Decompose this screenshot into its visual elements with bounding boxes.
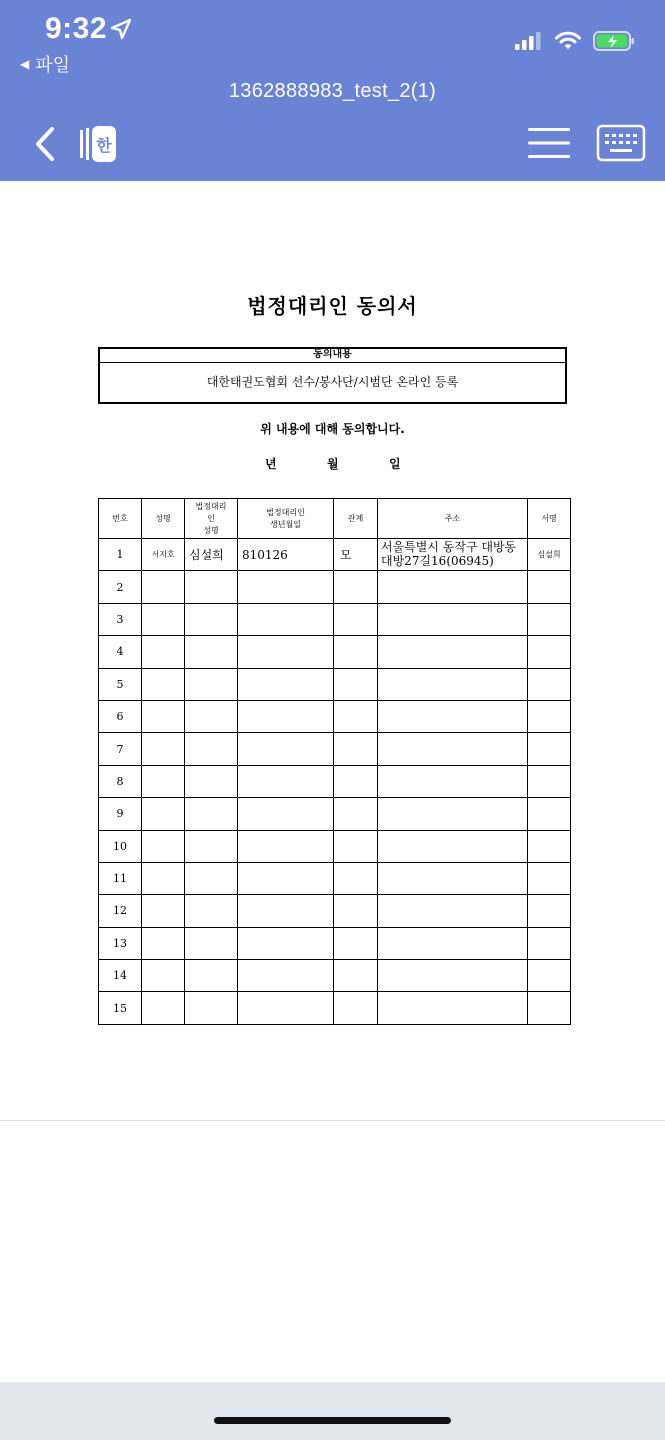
table-row — [99, 830, 571, 862]
table-row — [99, 960, 571, 992]
cell-guardian-name — [185, 700, 238, 732]
cell-guardian-birth — [238, 927, 334, 959]
cell-guardian-birth — [238, 733, 334, 765]
table-row — [99, 571, 571, 603]
cell-name — [142, 603, 185, 635]
table-row — [99, 539, 571, 571]
agree-statement: 위 내용에 대해 동의합니다. — [260, 422, 405, 436]
cell-guardian-name — [185, 603, 238, 635]
cell-name — [142, 636, 185, 668]
cell-address: 서울특별시 동작구 대방동 대방27길16(06945) — [378, 539, 528, 571]
cell-address — [378, 603, 528, 635]
table-row — [99, 927, 571, 959]
cell-number: 7 — [99, 733, 142, 765]
cell-guardian-name — [185, 733, 238, 765]
cell-relation — [334, 927, 378, 959]
consent-body: 대한태권도협회 선수/봉사단/시범단 온라인 등록 — [206, 375, 459, 389]
cell-guardian-name — [185, 636, 238, 668]
cell-address — [378, 700, 528, 732]
cell-relation — [334, 765, 378, 797]
cell-guardian-birth — [238, 960, 334, 992]
cellular-signal-icon — [515, 31, 543, 51]
back-triangle-icon: ◀ — [20, 57, 30, 71]
battery-charging-icon — [593, 30, 635, 52]
cell-signature — [528, 862, 571, 894]
cell-name — [142, 862, 185, 894]
cell-guardian-name — [185, 927, 238, 959]
wifi-icon — [555, 31, 581, 51]
cell-guardian-birth: 810126 — [238, 539, 334, 571]
cell-name — [142, 668, 185, 700]
cell-number: 15 — [99, 992, 142, 1024]
guardian-table — [98, 498, 571, 1025]
document-title: 1362888983_test_2(1) — [228, 80, 437, 102]
cell-name: 서지호 — [142, 539, 185, 571]
header-number: 번호 — [99, 499, 142, 539]
cell-relation — [334, 733, 378, 765]
cell-relation — [334, 668, 378, 700]
cell-relation — [334, 798, 378, 830]
page-divider — [0, 1120, 665, 1121]
cell-number: 5 — [99, 668, 142, 700]
cell-relation — [334, 830, 378, 862]
cell-relation — [334, 636, 378, 668]
table-row — [99, 862, 571, 894]
table-row — [99, 700, 571, 732]
cell-guardian-name — [185, 830, 238, 862]
cell-guardian-name — [185, 668, 238, 700]
cell-number: 9 — [99, 798, 142, 830]
location-arrow-icon — [109, 17, 133, 41]
consent-box — [98, 347, 567, 404]
cell-name — [142, 571, 185, 603]
cell-guardian-birth — [238, 765, 334, 797]
cell-name — [142, 895, 185, 927]
table-row — [99, 765, 571, 797]
cell-guardian-birth — [238, 862, 334, 894]
cell-signature — [528, 765, 571, 797]
document-heading: 법정대리인 동의서 — [247, 294, 418, 318]
cell-guardian-name — [185, 765, 238, 797]
cell-number: 2 — [99, 571, 142, 603]
cell-guardian-name — [185, 798, 238, 830]
header-address: 주소 — [378, 499, 528, 539]
cell-relation — [334, 700, 378, 732]
cell-guardian-birth — [238, 603, 334, 635]
table-row — [99, 798, 571, 830]
home-indicator — [214, 1417, 451, 1424]
cell-guardian-name — [185, 571, 238, 603]
cell-guardian-birth — [238, 895, 334, 927]
cell-address — [378, 668, 528, 700]
cell-signature — [528, 830, 571, 862]
table-row — [99, 895, 571, 927]
cell-guardian-birth — [238, 700, 334, 732]
cell-relation — [334, 960, 378, 992]
back-app-label: 파일 — [35, 55, 71, 76]
cell-guardian-name — [185, 895, 238, 927]
cell-signature — [528, 992, 571, 1024]
table-row — [99, 733, 571, 765]
cell-signature — [528, 798, 571, 830]
cell-address — [378, 992, 528, 1024]
cell-relation — [334, 895, 378, 927]
menu-icon[interactable] — [526, 126, 572, 160]
date-month-label: 월 — [327, 457, 339, 471]
cell-address — [378, 765, 528, 797]
cell-address — [378, 636, 528, 668]
consent-header: 동의내용 — [100, 349, 565, 363]
cell-address — [378, 960, 528, 992]
cell-name — [142, 733, 185, 765]
cell-name — [142, 960, 185, 992]
cell-name — [142, 830, 185, 862]
table-row — [99, 603, 571, 635]
header-signature: 서명 — [528, 499, 571, 539]
cell-address — [378, 927, 528, 959]
cell-number: 8 — [99, 765, 142, 797]
cell-name — [142, 992, 185, 1024]
cell-guardian-name — [185, 992, 238, 1024]
table-row — [99, 992, 571, 1024]
cell-signature — [528, 960, 571, 992]
date-year-label: 년 — [265, 457, 277, 471]
cell-relation — [334, 603, 378, 635]
cell-guardian-birth — [238, 992, 334, 1024]
back-to-app-button[interactable] — [20, 51, 70, 77]
header-name: 성명 — [142, 499, 185, 539]
cell-address — [378, 830, 528, 862]
cell-guardian-birth — [238, 636, 334, 668]
cell-relation — [334, 862, 378, 894]
cell-guardian-birth — [238, 798, 334, 830]
cell-name — [142, 927, 185, 959]
status-time: 9:32 — [45, 12, 108, 45]
cell-guardian-name: 심설희 — [185, 539, 238, 571]
cell-address — [378, 862, 528, 894]
cell-signature — [528, 636, 571, 668]
cell-name — [142, 798, 185, 830]
cell-address — [378, 895, 528, 927]
header-guardian-birth: 법정대리인 생년월일 — [238, 499, 334, 539]
cell-number: 12 — [99, 895, 142, 927]
cell-guardian-birth — [238, 668, 334, 700]
cell-guardian-name — [185, 862, 238, 894]
cell-number: 4 — [99, 636, 142, 668]
cell-number: 1 — [99, 539, 142, 571]
cell-number: 10 — [99, 830, 142, 862]
cell-name — [142, 700, 185, 732]
cell-number: 11 — [99, 862, 142, 894]
cell-relation — [334, 571, 378, 603]
table-body — [99, 539, 571, 1025]
cell-number: 3 — [99, 603, 142, 635]
hwp-viewer-icon[interactable] — [76, 124, 120, 164]
cell-number: 13 — [99, 927, 142, 959]
table-header-row — [99, 499, 571, 539]
cell-address — [378, 798, 528, 830]
cell-signature — [528, 668, 571, 700]
cell-guardian-name — [185, 960, 238, 992]
cell-name — [142, 765, 185, 797]
table-row — [99, 668, 571, 700]
cell-signature — [528, 571, 571, 603]
back-chevron-icon[interactable] — [30, 124, 60, 164]
header-guardian-name: 법정대리 인 성명 — [185, 499, 238, 539]
cell-signature — [528, 927, 571, 959]
cell-guardian-birth — [238, 571, 334, 603]
cell-number: 6 — [99, 700, 142, 732]
cell-signature — [528, 895, 571, 927]
table-row — [99, 636, 571, 668]
status-icons — [515, 30, 635, 52]
cell-address — [378, 733, 528, 765]
date-day-label: 일 — [389, 457, 401, 471]
cell-signature — [528, 733, 571, 765]
keyboard-icon[interactable] — [596, 124, 646, 162]
svg-text:한: 한 — [96, 136, 112, 155]
cell-signature: 심설희 — [528, 539, 571, 571]
app-header — [0, 0, 665, 181]
cell-address — [378, 571, 528, 603]
cell-relation: 모 — [334, 539, 378, 571]
cell-signature — [528, 603, 571, 635]
cell-guardian-birth — [238, 830, 334, 862]
cell-relation — [334, 992, 378, 1024]
cell-number: 14 — [99, 960, 142, 992]
header-relation: 관계 — [334, 499, 378, 539]
cell-signature — [528, 700, 571, 732]
